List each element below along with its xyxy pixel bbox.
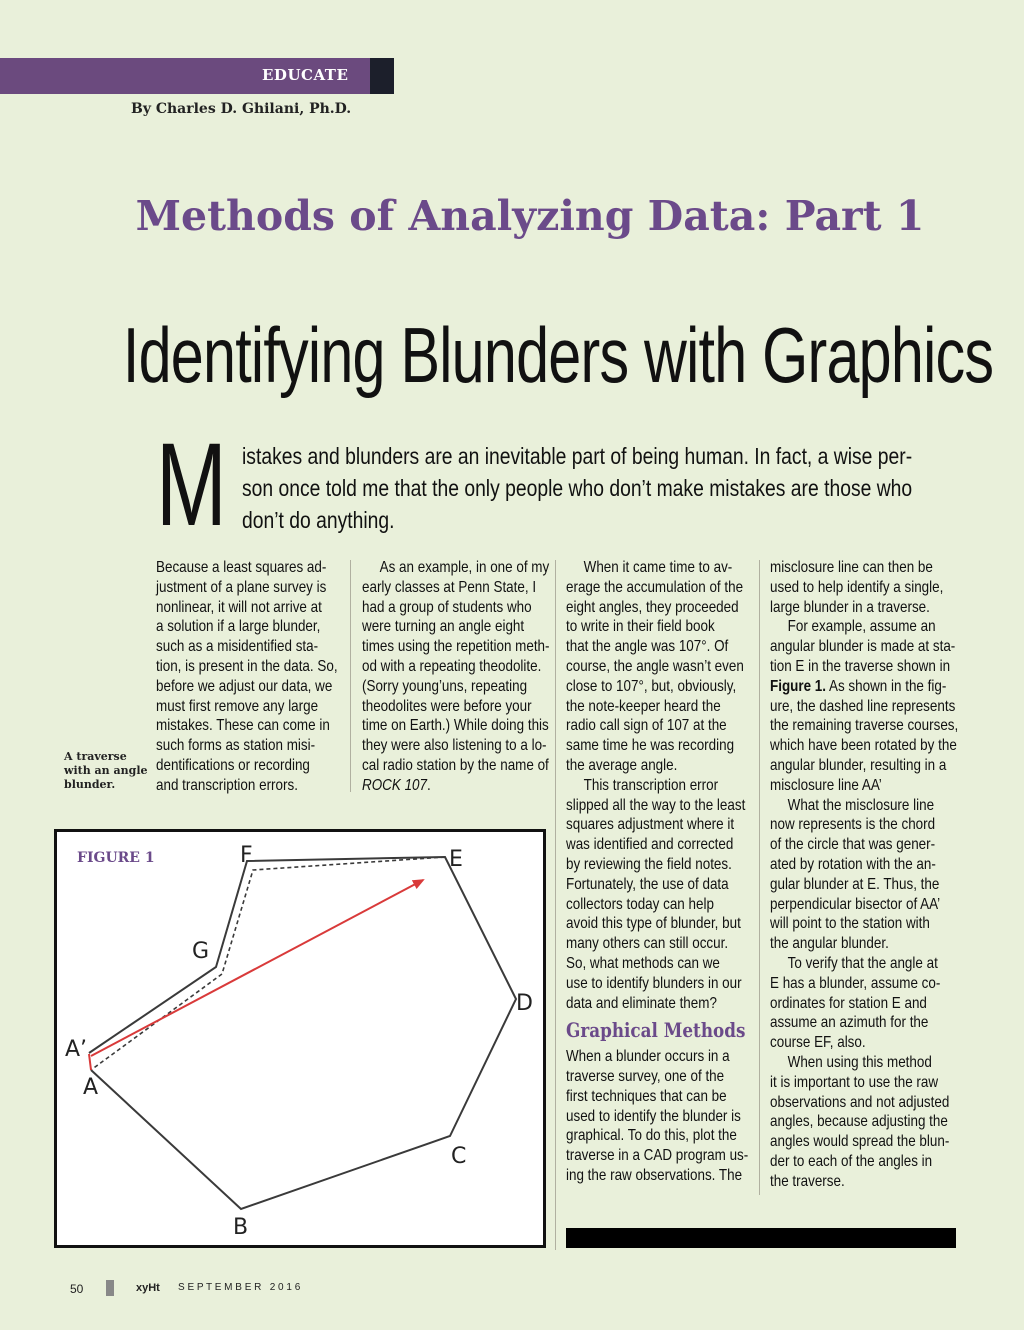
text-line: When it came time to av-	[583, 559, 733, 576]
folio-divider	[106, 1280, 114, 1296]
caption-line: with an angle	[64, 764, 148, 777]
text-line: the note-keeper heard the	[566, 697, 721, 715]
text-line: assume an azimuth for the	[770, 1014, 929, 1032]
text-line: traverse in a CAD program us-	[566, 1147, 749, 1165]
text-line: misclosure line can then be	[770, 559, 933, 576]
column-2	[362, 558, 550, 796]
column-rule	[759, 560, 760, 1195]
text-line: course, the angle wasn’t even	[566, 657, 744, 675]
text-line: dentifications or recording	[156, 756, 310, 774]
text-line: perpendicular bisector of AA’	[770, 895, 941, 913]
text-line: before we adjust our data, we	[156, 677, 333, 695]
station-label-c: C	[451, 1144, 467, 1169]
text-line: theodolites were before your	[362, 697, 532, 715]
subhead-graphical-methods: Graphical Methods	[566, 1018, 746, 1043]
text-line: tion, is present in the data. So,	[156, 657, 338, 675]
text-line: graphical. To do this, plot the	[566, 1127, 737, 1145]
text-line: was identified and corrected	[566, 836, 734, 854]
station-label-a-prime: A’	[65, 1037, 88, 1062]
figure-label: FIGURE 1	[77, 850, 155, 866]
text-line: To verify that the angle at	[787, 954, 938, 972]
series-title: Methods of Analyzing Data: Part 1	[135, 192, 925, 240]
text-line: angles would spread the blun-	[770, 1133, 950, 1151]
text-line: squares adjustment where it	[566, 816, 735, 834]
lead-line: son once told me that the only people who don’t make mistakes are those who	[242, 475, 913, 501]
text-line: od with a repeating theodolite.	[362, 657, 542, 675]
text-line: When using this method	[787, 1053, 932, 1071]
column-4	[770, 558, 958, 1192]
text-line: now represents is the chord	[770, 816, 936, 834]
figure-caption	[64, 750, 148, 792]
text-line: by reviewing the field notes.	[566, 855, 732, 873]
column-rule	[350, 560, 351, 792]
text-suffix: As shown in the fig-	[826, 677, 947, 695]
column-3	[566, 558, 748, 1186]
station-label-g: G	[192, 939, 210, 964]
text-line: misclosure line AA’	[770, 776, 882, 794]
text-line: the average angle.	[566, 756, 678, 774]
text-line: close to 107°, but, obviously,	[566, 677, 737, 695]
text-line: early classes at Penn State, I	[362, 578, 537, 596]
column-rule	[555, 560, 556, 1250]
text-line: that the angle was 107°. Of	[566, 638, 729, 656]
text-line: tion E in the traverse shown in	[770, 657, 951, 675]
text-line: This transcription error	[583, 776, 719, 794]
text-line: eight angles, they proceeded	[566, 598, 739, 616]
text-line: ing the raw observations. The	[566, 1166, 743, 1184]
traverse-dashed-line	[91, 857, 445, 1070]
text-line: slipped all the way to the least	[566, 796, 746, 814]
text-line: the traverse.	[770, 1172, 845, 1190]
section-bar-end	[370, 58, 394, 94]
text-line: many others can still occur.	[566, 935, 729, 953]
text-line: Fortunately, the use of data	[566, 875, 729, 893]
station-label-a: A	[83, 1075, 99, 1100]
text-line: a solution if a large blunder,	[156, 618, 321, 636]
page-number: 50	[70, 1282, 84, 1296]
text-line: radio call sign of 107 at the	[566, 717, 727, 735]
text-line: will point to the station with	[770, 915, 930, 933]
text-line: der to each of the angles in	[770, 1152, 933, 1170]
italic-station-name: ROCK 107	[362, 776, 427, 794]
text-line: angular blunder, resulting in a	[770, 756, 947, 774]
text-line: What the misclosure line	[787, 796, 935, 814]
text-line: it is important to use the raw	[770, 1073, 939, 1091]
text-line: observations and not adjusted	[770, 1093, 950, 1111]
traverse-diagram	[57, 832, 543, 1245]
text-line: to write in their field book	[566, 618, 715, 636]
misclosure-line	[89, 1054, 91, 1070]
text-line: So, what methods can we	[566, 954, 720, 972]
text-line: had a group of students who	[362, 598, 532, 616]
text-line: mistakes. These can come in	[156, 717, 330, 735]
text-line: For example, assume an	[787, 618, 936, 636]
drop-cap: M	[156, 419, 227, 551]
text-line	[362, 776, 550, 796]
text-line: justment of a plane survey is	[156, 578, 327, 596]
text-line	[770, 677, 958, 697]
text-line: ated by rotation with the an-	[770, 855, 936, 873]
figure-reference: Figure 1.	[770, 677, 827, 695]
misclosure-arrow	[91, 880, 423, 1056]
section-label: EDUCATE	[262, 66, 349, 84]
text-line: As an example, in one of my	[379, 559, 550, 576]
text-line: used to help identify a single,	[770, 578, 944, 596]
issue-date: S E P T E M B E R 2 0 1 6	[178, 1282, 301, 1293]
lead-paragraph	[242, 440, 914, 536]
text-line: nonlinear, it will not arrive at	[156, 598, 322, 616]
text-line: ure, the dashed line represents	[770, 697, 956, 715]
text-line: such forms as station misi-	[156, 737, 316, 755]
text-line: collectors today can help	[566, 895, 714, 913]
text-line: data and eliminate them?	[566, 994, 717, 1012]
text-line: which have been rotated by the	[770, 737, 957, 755]
text-line: and transcription errors.	[156, 776, 298, 794]
text-line: erage the accumulation of the	[566, 578, 744, 596]
text-line: times using the repetition meth-	[362, 638, 550, 656]
text-suffix: .	[426, 776, 431, 794]
column-1	[156, 558, 338, 796]
text-line: of the circle that was gener-	[770, 836, 936, 854]
text-line: must first remove any large	[156, 697, 319, 715]
text-line: angles, because adjusting the	[770, 1113, 948, 1131]
text-line: ordinates for station E and	[770, 994, 927, 1012]
text-line: angular blunder is made at sta-	[770, 638, 956, 656]
text-line: (Sorry young’uns, repeating	[362, 677, 528, 695]
text-line: were turning an angle eight	[362, 618, 525, 636]
text-line: course EF, also.	[770, 1034, 866, 1052]
text-line: Because a least squares ad-	[156, 559, 327, 576]
text-line: they were also listening to a lo-	[362, 737, 547, 755]
text-line: cal radio station by the name of	[362, 756, 549, 774]
footer-black-bar	[566, 1228, 956, 1248]
text-line: When a blunder occurs in a	[566, 1048, 730, 1066]
station-label-f: F	[240, 843, 253, 868]
text-line: traverse survey, one of the	[566, 1067, 725, 1085]
station-label-e: E	[449, 847, 463, 872]
station-label-d: D	[516, 991, 533, 1016]
text-line: used to identify the blunder is	[566, 1107, 741, 1125]
text-line: the remaining traverse courses,	[770, 717, 959, 735]
text-line: avoid this type of blunder, but	[566, 915, 741, 933]
lead-line: istakes and blunders are an inevitable part of being human. In fact, a wise per-	[242, 443, 913, 469]
text-line: same time he was recording	[566, 737, 735, 755]
caption-line: blunder.	[64, 778, 116, 791]
caption-line: A traverse	[64, 750, 127, 763]
text-line: use to identify blunders in our	[566, 974, 742, 992]
text-line: the angular blunder.	[770, 935, 889, 953]
figure-1	[54, 829, 546, 1248]
text-line: gular blunder at E. Thus, the	[770, 875, 940, 893]
lead-line: don’t do anything.	[242, 507, 395, 533]
magazine-brand: xyHt	[136, 1282, 160, 1294]
text-line: such as a misidentified sta-	[156, 638, 319, 656]
text-line: large blunder in a traverse.	[770, 598, 930, 616]
byline: By Charles D. Ghilani, Ph.D.	[131, 101, 352, 117]
station-label-b: B	[233, 1215, 249, 1240]
text-line: time on Earth.) While doing this	[362, 717, 549, 735]
text-line: E has a blunder, assume co-	[770, 974, 941, 992]
article-title: Identifying Blunders with Graphics	[122, 311, 994, 399]
text-line: first techniques that can be	[566, 1087, 727, 1105]
